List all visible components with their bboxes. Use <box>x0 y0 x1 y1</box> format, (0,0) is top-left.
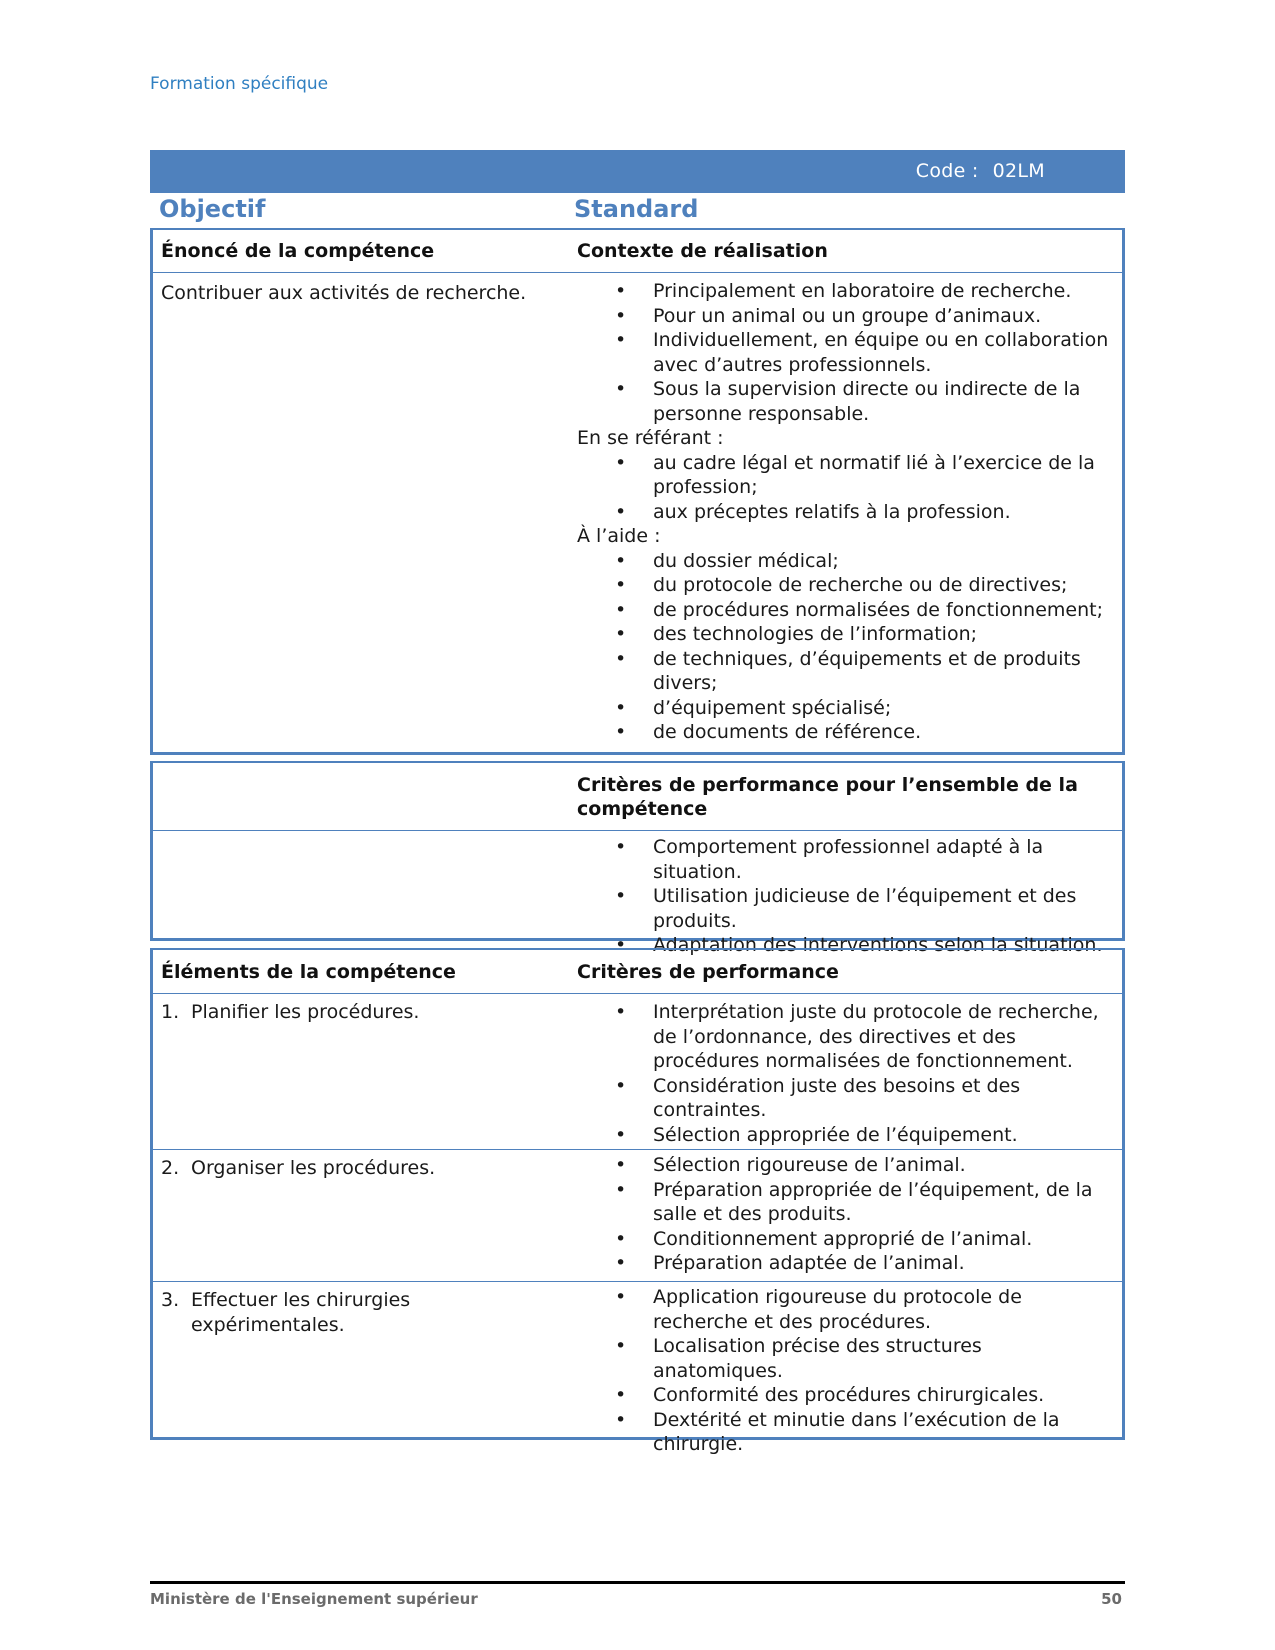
list-item: • Principalement en laboratoire de recherche. <box>577 279 1114 304</box>
criteria-list <box>577 1285 1114 1457</box>
list-item: • Considération juste des besoins et des contraintes. <box>577 1074 1114 1123</box>
list-item: • de procédures normalisées de fonctionnement; <box>577 598 1114 623</box>
element-row-1 <box>153 994 1122 1150</box>
criteria-list <box>577 1153 1114 1276</box>
list-item: • Dextérité et minutie dans l’exécution de la chirurgie. <box>577 1408 1114 1457</box>
list-item: • Sélection appropriée de l’équipement. <box>577 1123 1114 1148</box>
list-item: • Pour un animal ou un groupe d’animaux. <box>577 304 1114 329</box>
running-title: Formation spécifique <box>150 74 329 94</box>
list-item: • Sous la supervision directe ou indirecte de la personne responsable. <box>577 377 1114 426</box>
element-number: 1. <box>161 1001 180 1023</box>
element-number: 3. <box>161 1289 180 1311</box>
elements-header-row <box>153 950 1122 994</box>
element-row-2 <box>153 1150 1122 1282</box>
footer-divider <box>150 1581 1125 1584</box>
list-item: • Sélection rigoureuse de l’animal. <box>577 1153 1114 1178</box>
list-item: • Comportement professionnel adapté à la situation. <box>577 835 1114 884</box>
section-headings <box>150 193 1125 228</box>
list-item: • Localisation précise des structures anatomiques. <box>577 1334 1114 1383</box>
code-value: 02LM <box>992 160 1045 182</box>
aide-list <box>577 549 1114 745</box>
element-cell <box>153 1285 573 1457</box>
list-item: • Individuellement, en équipe ou en collaboration avec d’autres professionnels. <box>577 328 1114 377</box>
list-item: • Utilisation judicieuse de l’équipement et des produits. <box>577 884 1114 933</box>
objectif-heading: Objectif <box>159 195 266 223</box>
list-item: • aux préceptes relatifs à la profession. <box>577 500 1114 525</box>
list-item: • des technologies de l’information; <box>577 622 1114 647</box>
contexte-list <box>577 279 1114 426</box>
code-label: Code : <box>915 160 979 182</box>
global-criteria-body-row <box>153 831 1122 958</box>
element-text: Organiser les procédures. <box>191 1157 436 1179</box>
competence-table <box>150 228 1125 755</box>
global-criteria-header: Critères de performance pour l’ensemble de la compétence <box>577 773 1078 820</box>
elements-header: Éléments de la compétence <box>161 960 456 983</box>
list-item: • Application rigoureuse du protocole de recherche et des procédures. <box>577 1285 1114 1334</box>
global-criteria-list <box>577 835 1114 958</box>
code-bar <box>150 150 1125 193</box>
criteria-cell <box>573 1153 1122 1281</box>
contexte-header: Contexte de réalisation <box>577 240 828 262</box>
course-code <box>916 160 1045 182</box>
list-item: • du dossier médical; <box>577 549 1114 574</box>
global-criteria-content <box>573 835 1122 958</box>
competence-body-row <box>153 273 1122 745</box>
element-row-3 <box>153 1282 1122 1457</box>
enonce-header: Énoncé de la compétence <box>161 240 435 262</box>
element-number: 2. <box>161 1157 180 1179</box>
criteria-list <box>577 1000 1114 1147</box>
list-item: • de techniques, d’équipements et de produits divers; <box>577 647 1114 696</box>
element-cell <box>153 1000 573 1149</box>
element-text: Planifier les procédures. <box>191 1001 420 1023</box>
list-item: • Préparation appropriée de l’équipement, de la salle et des produits. <box>577 1178 1114 1227</box>
elements-table <box>150 948 1125 1455</box>
list-item: • Adaptation des interventions selon la situation. <box>577 933 1114 958</box>
competence-header-row <box>153 230 1122 273</box>
reference-list <box>577 451 1114 525</box>
standard-heading: Standard <box>574 195 699 223</box>
contexte-content <box>573 279 1122 745</box>
list-item: • Conditionnement approprié de l’animal. <box>577 1227 1114 1252</box>
list-item: • Préparation adaptée de l’animal. <box>577 1251 1114 1276</box>
list-item: • d’équipement spécialisé; <box>577 696 1114 721</box>
footer-publisher: Ministère de l'Enseignement supérieur <box>150 1590 478 1608</box>
list-item: • de documents de référence. <box>577 720 1114 745</box>
empty-cell <box>153 835 573 958</box>
enonce-text: Contribuer aux activités de recherche. <box>161 282 527 304</box>
element-cell <box>153 1153 573 1281</box>
criteria-cell <box>573 1285 1122 1457</box>
page-number: 50 <box>1101 1590 1122 1608</box>
criteria-header: Critères de performance <box>577 960 839 983</box>
list-item: • Conformité des procédures chirurgicales. <box>577 1383 1114 1408</box>
criteria-cell <box>573 1000 1122 1149</box>
element-text: Effectuer les chirurgies expérimentales. <box>191 1289 411 1336</box>
aide-lead: À l’aide : <box>577 525 661 547</box>
list-item: • du protocole de recherche ou de directives; <box>577 573 1114 598</box>
list-item: • au cadre légal et normatif lié à l’exercice de la profession; <box>577 451 1114 500</box>
list-item: • Interprétation juste du protocole de recherche, de l’ordonnance, des directives et des procédures normalisées de fonctionnement. <box>577 1000 1114 1074</box>
global-criteria-table <box>150 761 1125 956</box>
reference-lead: En se référant : <box>577 427 724 449</box>
global-criteria-header-row <box>153 763 1122 831</box>
